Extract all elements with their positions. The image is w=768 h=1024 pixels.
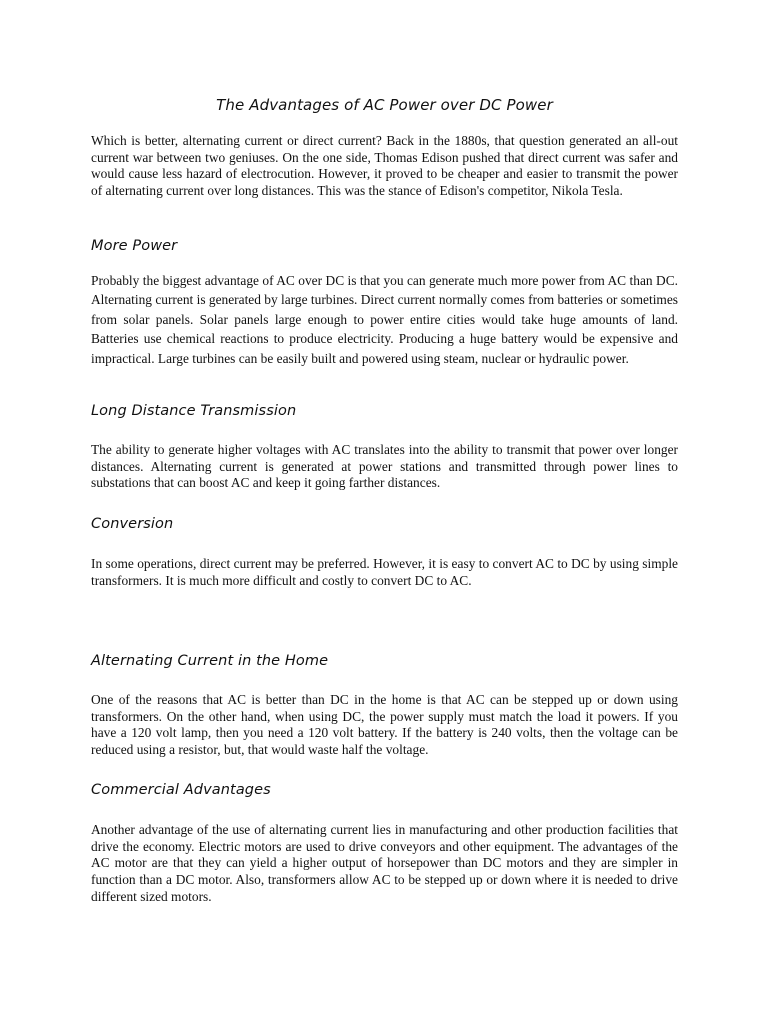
section-heading-conversion: Conversion xyxy=(91,516,174,532)
section-heading-long-distance-transmission: Long Distance Transmission xyxy=(91,403,297,419)
section-body-conversion: In some operations, direct current may be preferred. However, it is easy to convert AC to DC by using simple transformers. It is much more difficult and costly to convert DC to AC. xyxy=(91,556,678,588)
intro-paragraph: Which is better, alternating current or direct current? Back in the 1880s, that question generated an all-out current war between two geniuses. On the one side, Thomas Edison pushed that direct current was safer and would cause less hazard of electrocution. However, it proved to be cheaper and easier to transmit the power of alternating current over long distances. This was the stance of Edison's competitor, Nikola Tesla. xyxy=(91,133,678,199)
section-body-more-power: Probably the biggest advantage of AC over DC is that you can generate much more power from AC than DC. Alternating current is generated by large turbines. Direct current normally comes from batteries or sometimes from solar panels. Solar panels large enough to power entire cities would take huge amounts of land. Batteries use chemical reactions to produce electricity. Producing a huge battery would be expensive and impractical. Large turbines can be easily built and powered using steam, nuclear or hydraulic power. xyxy=(91,273,678,366)
section-body-commercial-advantages: Another advantage of the use of alternating current lies in manufacturing and other production facilities that drive the economy. Electric motors are used to drive conveyors and other equipment. The advantages of the AC motor are that they can yield a higher output of horsepower than DC motors and they are simpler in function than a DC motor. Also, transformers allow AC to be stepped up or down where it is needed to drive different sized motors. xyxy=(91,822,678,904)
section-heading-alternating-current-home: Alternating Current in the Home xyxy=(91,653,329,669)
section-body-alternating-current-home: One of the reasons that AC is better than DC in the home is that AC can be stepped up or down using transformers. On the other hand, when using DC, the power supply must match the load it powers. If you have a 120 volt lamp, then you need a 120 volt battery. If the battery is 240 volts, then the voltage can be reduced using a resistor, but, that would waste half the voltage. xyxy=(91,692,678,758)
section-body-long-distance-transmission: The ability to generate higher voltages with AC translates into the ability to transmit that power over longer distances. Alternating current is generated at power stations and transmitted through power lines to substations that can boost AC and keep it going farther distances. xyxy=(91,442,678,491)
document-title: The Advantages of AC Power over DC Power xyxy=(216,96,553,114)
section-heading-more-power: More Power xyxy=(91,238,178,254)
section-heading-commercial-advantages: Commercial Advantages xyxy=(91,782,271,798)
